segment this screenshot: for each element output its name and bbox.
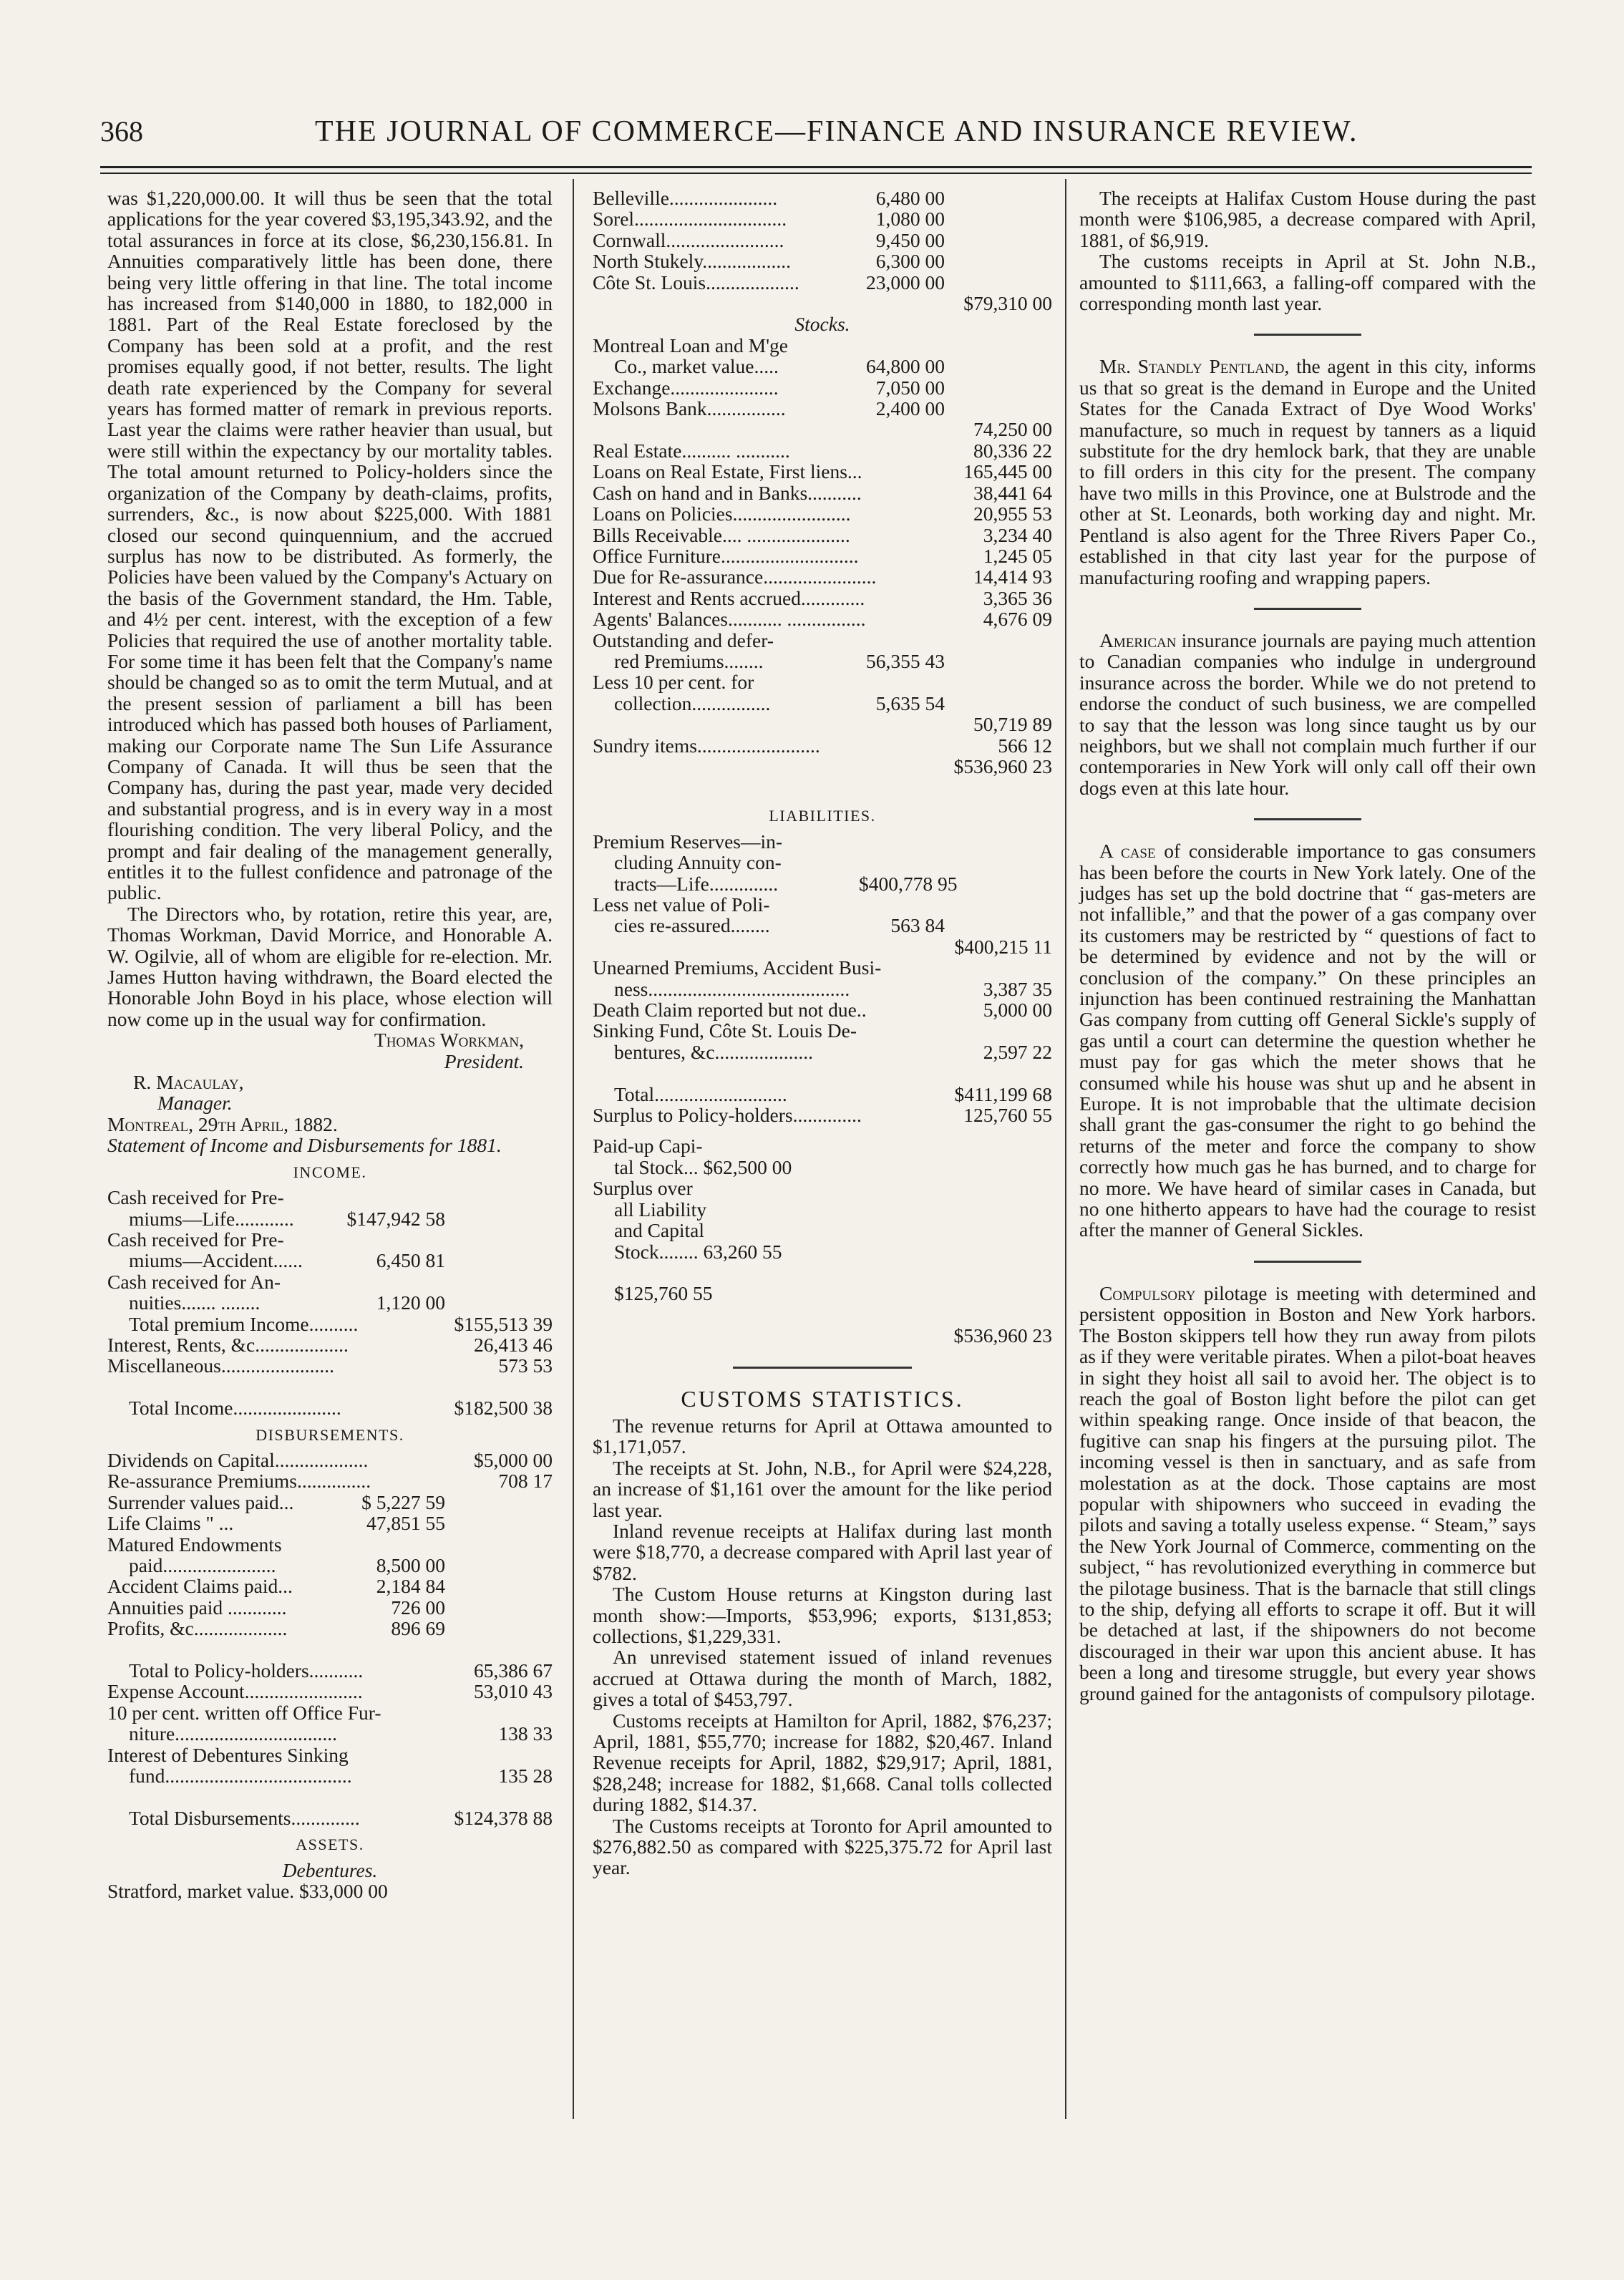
ledger-label: nuities....... ........ <box>129 1291 261 1314</box>
ledger-amount: $411,199 68 <box>954 1082 1052 1105</box>
page-header <box>100 115 1532 165</box>
paragraph-text: the agent in this city, informs us that so great is the demand in Europe and the United States for the Canada Extract of Dye Wood Works' manufacture, so much in request by tanners as a liquid substitute for the dry hemlock bark, that they are unable to fill orders in this city for the present. The company have two mills in this Province, one at Bulstrode and the other at St. Leonards, both working day and night. Mr. Pentland is also agent for the Three Rivers Paper Co., established in that city last year for the purpose of manufacturing roofing and wrapping papers. <box>1079 355 1536 588</box>
ledger-row <box>107 1377 553 1397</box>
ledger-label: Miscellaneous....................... <box>107 1354 334 1377</box>
customs-paragraph: The Custom House returns at Kingston during last month show:—Imports, $53,996; exports, $131,853; collections, $1,229,331. <box>593 1583 1052 1647</box>
ledger-label: Agents' Balances........... ................ <box>593 608 866 631</box>
ledger-label: Re-assurance Premiums............... <box>107 1470 371 1493</box>
ledger-label <box>593 1062 859 1083</box>
pilotage-paragraph <box>1079 1283 1536 1704</box>
ledger-amount: 50,719 89 <box>973 713 1052 736</box>
ledger-label: niture................................. <box>129 1722 338 1745</box>
ledger-label: Cornwall........................ <box>593 228 784 251</box>
ledger-label <box>593 293 859 314</box>
ledger-label: Cash received for Pre- <box>107 1228 284 1251</box>
ledger-label: fund...................................... <box>129 1765 352 1787</box>
ledger-label <box>593 1325 859 1346</box>
ledger-label: miums—Life............ <box>129 1207 294 1230</box>
ledger-amount: 7,050 00 <box>875 376 945 399</box>
customs-paragraph: The receipts at St. John, N.B., for April were $24,228, an increase of $1,161 over the amount for the like period last year. <box>593 1456 1052 1521</box>
ledger-amount: $182,500 38 <box>454 1397 553 1420</box>
ledger-label: Unearned Premiums, Accident Busi- <box>593 956 882 979</box>
ledger-amount: 708 17 <box>498 1470 553 1493</box>
ledger-row <box>107 1681 553 1702</box>
ledger-label <box>593 936 859 957</box>
ledger-row <box>593 1199 1052 1220</box>
income-heading: INCOME. <box>293 1163 367 1181</box>
ledger-label: Surplus over <box>593 1177 693 1200</box>
ledger-row <box>593 251 1052 271</box>
lead-words: American <box>1099 629 1177 651</box>
ledger-amount: $147,942 58 <box>346 1207 445 1230</box>
ledger-row <box>107 1702 553 1723</box>
ledger-amount: $400,778 95 <box>859 872 958 895</box>
debentures-heading: Debentures. <box>282 1858 378 1881</box>
ledger-row <box>107 1745 553 1765</box>
ledger-amount: 74,250 00 <box>973 418 1052 441</box>
ledger-label: collection................ <box>614 692 771 714</box>
ledger-amount: 5,635 54 <box>875 692 945 714</box>
ledger-row <box>107 1639 553 1660</box>
ledger-amount: 23,000 00 <box>866 271 945 294</box>
ledger-amount: 1,080 00 <box>875 208 945 231</box>
ledger-row <box>593 525 1052 545</box>
ledger-row <box>107 1229 553 1250</box>
stocks-heading: Stocks. <box>794 313 850 336</box>
ledger-amount: 9,450 00 <box>875 228 945 251</box>
ledger-label: Outstanding and defer- <box>593 629 774 651</box>
ledger-amount: 6,480 00 <box>875 187 945 209</box>
ledger-row <box>107 1555 553 1576</box>
ledger-label: cies re-assured........ <box>614 914 770 937</box>
signature-name: Thomas Workman, <box>374 1029 524 1052</box>
ledger-label: Cash received for An- <box>107 1270 281 1293</box>
ledger-amount: 138 33 <box>498 1722 553 1745</box>
ledger-label <box>593 419 859 440</box>
ledger-label: Life Claims " ... <box>107 1512 234 1535</box>
ledger-label: Death Claim reported but not due.. <box>593 999 867 1022</box>
ledger-row <box>593 1304 1052 1325</box>
ledger-amount: 125,760 55 <box>963 1104 1052 1127</box>
ledger-row <box>107 1492 553 1513</box>
disbursements-table <box>107 1450 553 1828</box>
ledger-amount: $79,310 00 <box>963 292 1052 315</box>
ledger-amount: 2,400 00 <box>875 397 945 420</box>
ledger-amount: 3,387 35 <box>983 977 1052 1000</box>
ledger-row <box>593 482 1052 503</box>
ledger-label: Total premium Income.......... <box>129 1312 359 1335</box>
ledger-row <box>593 1105 1052 1125</box>
ledger-label: Total Disbursements.............. <box>129 1806 360 1829</box>
ledger-row <box>593 356 1052 377</box>
ledger-row <box>593 566 1052 587</box>
ledger-amount: 6,450 81 <box>376 1249 445 1272</box>
ledger-row <box>593 293 1052 314</box>
ledger-row <box>107 1765 553 1786</box>
ledger-label: Profits, &c................... <box>107 1617 288 1640</box>
stocks-table <box>593 335 1052 777</box>
ledger-label: Total to Policy-holders........... <box>129 1659 364 1682</box>
ledger-amount: 165,445 00 <box>963 460 1052 483</box>
ledger-row <box>593 693 1052 714</box>
ledger-row <box>593 608 1052 629</box>
ledger-label: Montreal Loan and M'ge <box>593 334 788 356</box>
ledger-label: Sorel............................... <box>593 208 787 231</box>
ledger-row <box>593 1283 1052 1304</box>
report-paragraph: was $1,220,000.00. It will thus be seen that the total applications for the year covered $3,195,343.92, and the total assurances in force at its close, $6,230,156.81. In Annuities comparatively little has been done, there being very little offering in that line. The total income has increased from $140,000 in 1880, to 182,000 in 1881. Part of the Real Estate foreclosed by the Company has been sold at a profit, and the rest promises equally good, if not better, results. The light death rate experienced by the Company for several years has formed matter of remark in previous reports. Last year the claims were rather heavier than usual, but were still within the expectancy by our mortality tables. The total amount returned to Policy-holders since the organization of the Company by death-claims, profits, surrenders, &c., is now about $225,000. With 1881 closed our second quinquennium, and the accrued surplus has now to be distributed. As formerly, the Policies have been valued by the Company's Actuary on the basis of the Government standard, the Hm. Table, and 4½ per cent. interest, with the exception of a few Policies that required the use of another mortality table. For some time it has been felt that the Company's name should be changed so as to omit the term Mutual, and at the present session of parliament a bill has been introduced which has passed both houses of Parliament, making our Corporate name The Sun Life Assurance Company of Canada. It will thus be seen that the Company has, during the past year, made very decided and substantial progress, and is in every way in a most flourishing condition. The very liberal Policy, and the prompt and fair dealing of the management generally, entitles it to the fullest confidence and patronage of the public. <box>107 187 553 904</box>
ledger-label: $125,760 55 <box>614 1282 713 1305</box>
ledger-label: Surplus to Policy-holders.............. <box>593 1104 862 1127</box>
ledger-amount: $536,960 23 <box>953 755 1052 777</box>
ledger-row <box>593 894 1052 915</box>
ledger-label: Interest of Debentures Sinking <box>107 1743 349 1766</box>
column-middle <box>593 188 1052 1878</box>
ledger-amount: 80,336 22 <box>973 439 1052 462</box>
ledger-row <box>593 671 1052 692</box>
ledger-row <box>593 957 1052 978</box>
ledger-label: all Liability <box>614 1198 707 1221</box>
ledger-row <box>593 936 1052 957</box>
ledger-label: red Premiums........ <box>614 649 764 672</box>
ledger-label: Paid-up Capi- <box>593 1135 703 1158</box>
ledger-amount: 2,184 84 <box>376 1575 445 1598</box>
ledger-amount: 563 84 <box>890 914 945 937</box>
ledger-label: Co., market value..... <box>614 355 779 378</box>
ledger-row <box>593 831 1052 852</box>
ledger-row <box>107 1660 553 1681</box>
ledger-label: Loans on Real Estate, First liens... <box>593 460 862 483</box>
ledger-amount: 726 00 <box>391 1596 445 1619</box>
ledger-row <box>593 1135 1052 1156</box>
ledger-amount: 3,234 40 <box>983 523 1052 546</box>
ledger-label: Due for Re-assurance....................... <box>593 566 877 588</box>
statement-title: Statement of Income and Disbursements for 1881. <box>107 1134 502 1157</box>
ledger-label: Sinking Fund, Côte St. Louis De- <box>593 1019 857 1042</box>
journal-title: THE JOURNAL OF COMMERCE—FINANCE AND INSURANCE REVIEW. <box>315 115 1358 148</box>
lead-words: Mr. Standly Pentland, <box>1099 355 1290 378</box>
ledger-amount: 135 28 <box>498 1765 553 1787</box>
header-rule-thin <box>100 173 1532 174</box>
ledger-label: tracts—Life.............. <box>614 872 779 895</box>
ledger-amount: 53,010 43 <box>474 1680 553 1703</box>
header-rule <box>100 166 1532 168</box>
ledger-label: 10 per cent. written off Office Fur- <box>107 1701 381 1724</box>
ledger-label: Interest and Rents accrued............. <box>593 586 865 609</box>
american-paragraph <box>1079 630 1536 798</box>
ledger-amount: 2,597 22 <box>983 1040 1052 1063</box>
ledger-row <box>593 630 1052 651</box>
ledger-label: Accident Claims paid... <box>107 1575 293 1598</box>
ledger-row <box>107 1187 553 1208</box>
ledger-label: Matured Endowments <box>107 1533 282 1556</box>
ledger-row <box>593 419 1052 440</box>
lead-words: Compulsory <box>1099 1281 1196 1304</box>
paragraph-text: pilotage is meeting with determined and persistent opposition in Boston and New York harbors. The Boston skippers tell how they run away from pilots as if they were veritable pirates. When a pilot-boat heaves in sight they hoist all sail to avoid her. The object is to reach the goal of Boston light before the pilot can get within speaking range. Once inside of that beacon, the fugitive can snap his fingers at the pursuing pilot. The incoming vessel is then in sanctuary, and as safe from molestation as at the dock. Those captains are most popular with shipowners who succeed in evading the pilots and saving a totally useless expense. “ Steam,” says the New York Journal of Commerce, commenting on the subject, “ has revolutionized everything in commerce but the pilotage business. That is the barnacle that still clings to the ship, defying all efforts to scrape it off. But it will be detached at last, if the shipowners do not become discouraged in their war upon this ancient abuse. It has been a long and tiresome struggle, but every year shows ground gained for the antagonists of compulsory pilotage. <box>1079 1281 1536 1704</box>
ledger-label: Office Furniture............................ <box>593 544 859 567</box>
page-number: 368 <box>100 115 143 147</box>
ledger-label <box>107 1377 345 1397</box>
ledger-row <box>593 735 1052 756</box>
liabilities-heading: LIABILITIES. <box>769 807 876 825</box>
ledger-amount: 4,676 09 <box>983 608 1052 631</box>
ledger-row <box>593 588 1052 608</box>
ledger-label: Interest, Rents, &c................... <box>107 1333 349 1356</box>
ledger-row <box>593 1262 1052 1283</box>
ledger-label: Bills Receivable.... ..................... <box>593 523 850 546</box>
ledger-amount: 64,800 00 <box>866 355 945 378</box>
ledger-label: cluding Annuity con- <box>614 851 782 874</box>
gas-paragraph <box>1079 840 1536 1241</box>
ledger-amount: 47,851 55 <box>366 1512 445 1535</box>
ledger-label: North Stukely.................. <box>593 250 792 273</box>
ledger-label: Annuities paid ............ <box>107 1596 287 1619</box>
ledger-row <box>593 756 1052 777</box>
ledger-row <box>107 1534 553 1555</box>
ledger-label: ness......................................... <box>614 977 850 1000</box>
column-right <box>1079 188 1536 1704</box>
halifax-paragraph: The receipts at Halifax Custom House during the past month were $106,985, a decrease compared with April, 1881, of $6,919. <box>1079 187 1536 251</box>
dateline: Montreal, 29th April, 1882. <box>107 1112 338 1135</box>
ledger-row <box>107 1513 553 1533</box>
ledger-amount: 38,441 64 <box>973 481 1052 504</box>
signature-title: President. <box>444 1049 524 1072</box>
ledger-row <box>107 1576 553 1596</box>
ledger-row <box>593 440 1052 461</box>
ledger-amount: 65,386 67 <box>474 1659 553 1682</box>
ledger-label: Total Income...................... <box>129 1397 341 1420</box>
ledger-row <box>593 651 1052 671</box>
ledger-label <box>107 1639 345 1660</box>
ledger-amount: 1,120 00 <box>376 1291 445 1314</box>
ledger-amount: 14,414 93 <box>973 566 1052 588</box>
pentland-paragraph <box>1079 356 1536 587</box>
ledger-amount: $536,960 23 <box>953 1324 1052 1347</box>
customs-paragraph: An unrevised statement issued of inland revenues accrued at Ottawa during the month of March, 1882, gives a total of $453,797. <box>593 1646 1052 1711</box>
income-table <box>107 1187 553 1418</box>
ledger-row <box>107 1292 553 1313</box>
ledger-label: Molsons Bank................ <box>593 397 786 420</box>
paragraph-text: insurance journals are paying much attention to Canadian companies who indulge in underground insurance across the border. While we do not pretend to endorse the conduct of such business, we are compelled to say that the lesson was long since taught us by our neighbors, but we shall not complain much further if our contemporaries in New York will only call off their own dogs even at this late hour. <box>1079 629 1536 799</box>
customs-paragraphs <box>593 1415 1052 1878</box>
ledger-row <box>593 377 1052 398</box>
ledger-label: bentures, &c.................... <box>614 1040 814 1063</box>
assets-heading: ASSETS. <box>296 1835 364 1854</box>
section-divider <box>733 1367 912 1369</box>
column-divider <box>1065 179 1066 2119</box>
ledger-row <box>593 188 1052 208</box>
ledger-label: and Capital <box>614 1219 705 1242</box>
ledger-row <box>593 545 1052 566</box>
ledger-label: paid....................... <box>129 1554 276 1576</box>
section-divider <box>1254 818 1361 820</box>
capital-table <box>593 1135 1052 1346</box>
ledger-row <box>593 1157 1052 1178</box>
ledger-row <box>107 1618 553 1639</box>
ledger-amount: $ 5,227 59 <box>361 1490 445 1513</box>
ledger-amount: $124,378 88 <box>454 1806 553 1829</box>
ledger-amount: $155,513 39 <box>454 1312 553 1335</box>
ledger-amount: 26,413 46 <box>474 1333 553 1356</box>
ledger-row <box>107 1208 553 1229</box>
ledger-label: Less net value of Poli- <box>593 893 770 916</box>
ledger-label <box>593 756 859 777</box>
ledger-amount: 3,365 36 <box>983 586 1052 609</box>
ledger-row <box>107 1334 553 1355</box>
paragraph-text: of considerable importance to gas consumers has been before the courts in New York lately. One of the judges has set up the bold doctrine that “ gas-meters are not infallible,” and that the power of a gas company over its customers may be restricted by “ questions of fact to be determined by evidence and not by the will or conclusion of the company.” On these principles an injunction has been continued restraining the Manhattan Gas company from cutting off General Sickle's supply of gas until a court can determine the question whether he must pay for gas which the meter shows that he consumed while his house was shut up and he absent in Europe. It is not improbable that the ultimate decision shall grant the gas-consumer the right to go behind the returns of the meter and force the company to show correctly how much gas he has burned, and to charge for no more. We have heard of similar cases in Canada, but no one hitherto appears to have had the courage to resist after the manner of General Sickles. <box>1079 840 1536 1241</box>
ledger-row <box>107 1355 553 1376</box>
ledger-label <box>593 714 859 734</box>
directors-paragraph: The Directors who, by rotation, retire this year, are, Thomas Workman, David Morrice, and Honorable A. W. Ogilvie, all of whom are eligible for re-election. Mr. James Hutton having withdrawn, the Board elected the Honorable John Boyd in his place, whose election will now come up in the usual way for confirmation. <box>107 902 553 1030</box>
ledger-row <box>593 714 1052 734</box>
ledger-row <box>593 979 1052 999</box>
ledger-row <box>593 1020 1052 1041</box>
ledger-label <box>593 1262 859 1283</box>
ledger-label: Dividends on Capital................... <box>107 1448 369 1471</box>
customs-paragraph: Customs receipts at Hamilton for April, 1882, $76,237; April, 1881, $55,770; increase for 1882, $20,467. Inland Revenue receipts for April, 1882, $29,917; April, 1881, $28,248; increase for 1882, $1,668. Canal tolls collected during 1882, $14.37. <box>593 1709 1052 1816</box>
ledger-row <box>593 1042 1052 1062</box>
ledger-row <box>593 999 1052 1020</box>
ledger-row <box>593 335 1052 356</box>
ledger-label: Real Estate.......... ........... <box>593 439 790 462</box>
ledger-row <box>593 852 1052 873</box>
ledger-row <box>593 398 1052 419</box>
ledger-label: Belleville...................... <box>593 187 778 209</box>
ledger-label: Expense Account........................ <box>107 1680 363 1703</box>
manager-title: Manager. <box>157 1092 233 1115</box>
ledger-label: Premium Reserves—in- <box>593 830 783 853</box>
ledger-row <box>107 1597 553 1618</box>
ledger-row <box>593 1062 1052 1083</box>
ledger-label: Surrender values paid... <box>107 1490 294 1513</box>
column-divider <box>573 179 574 2119</box>
ledger-row <box>593 873 1052 894</box>
ledger-label: Sundry items......................... <box>593 734 820 757</box>
column-left <box>107 188 553 1902</box>
stjohn-paragraph: The customs receipts in April at St. John N.B., amounted to $111,663, a falling-off compared with the corresponding month last year. <box>1079 250 1536 315</box>
ledger-amount: 896 69 <box>391 1617 445 1640</box>
section-divider <box>1254 608 1361 610</box>
disbursements-heading: DISBURSEMENTS. <box>256 1425 404 1444</box>
ledger-amount: 8,500 00 <box>376 1554 445 1576</box>
ledger-row <box>593 1241 1052 1262</box>
manager-name: R. Macaulay, <box>133 1071 244 1094</box>
ledger-label <box>593 1304 859 1325</box>
ledger-amount: $400,215 11 <box>954 935 1052 958</box>
ledger-row <box>107 1450 553 1470</box>
ledger-row <box>107 1250 553 1271</box>
ledger-row <box>593 915 1052 936</box>
ledger-row <box>107 1808 553 1828</box>
customs-paragraph: Inland revenue receipts at Halifax during last month were $18,770, a decrease compared with April last year of $782. <box>593 1519 1052 1584</box>
ledger-label: Cash received for Pre- <box>107 1186 284 1209</box>
ledger-row <box>593 1325 1052 1346</box>
ledger-row <box>593 1084 1052 1105</box>
liabilities-table <box>593 831 1052 1126</box>
section-divider <box>1254 334 1361 336</box>
ledger-amount: 5,000 00 <box>983 999 1052 1022</box>
ledger-label: Cash on hand and in Banks........... <box>593 481 862 504</box>
ledger-label: miums—Accident...... <box>129 1249 303 1272</box>
section-divider <box>1254 1261 1361 1263</box>
ledger-row <box>107 1723 553 1744</box>
ledger-row <box>593 272 1052 293</box>
customs-title: CUSTOMS STATISTICS. <box>681 1385 964 1412</box>
ledger-row <box>593 208 1052 229</box>
customs-paragraph: The Customs receipts at Toronto for April amounted to $276,882.50 as compared with $225,375.72 for April last year. <box>593 1814 1052 1879</box>
ledger-row <box>593 1220 1052 1241</box>
debentures-table <box>593 188 1052 314</box>
ledger-label: Less 10 per cent. for <box>593 671 754 694</box>
ledger-label: Exchange...................... <box>593 376 779 399</box>
ledger-amount: 6,300 00 <box>875 250 945 273</box>
stratford-row: Stratford, market value. $33,000 00 <box>107 1880 388 1903</box>
ledger-row <box>107 1470 553 1491</box>
ledger-amount: $5,000 00 <box>474 1448 553 1471</box>
ledger-row <box>107 1786 553 1807</box>
ledger-row <box>107 1314 553 1334</box>
ledger-amount: 566 12 <box>998 734 1052 757</box>
ledger-amount: 56,355 43 <box>866 649 945 672</box>
ledger-row <box>107 1271 553 1292</box>
ledger-label: Total........................... <box>614 1082 787 1105</box>
ledger-label <box>107 1786 345 1807</box>
lead-words: A case <box>1099 840 1156 863</box>
customs-paragraph: The revenue returns for April at Ottawa amounted to $1,171,057. <box>593 1414 1052 1458</box>
ledger-amount: 573 53 <box>498 1354 553 1377</box>
ledger-row <box>107 1397 553 1418</box>
ledger-row <box>593 230 1052 251</box>
ledger-row <box>593 461 1052 482</box>
ledger-label: tal Stock... $62,500 00 <box>614 1155 792 1178</box>
ledger-label: Côte St. Louis................... <box>593 271 799 294</box>
ledger-amount: 20,955 53 <box>973 503 1052 525</box>
ledger-row <box>593 503 1052 524</box>
ledger-amount: 1,245 05 <box>983 544 1052 567</box>
ledger-label: Loans on Policies........................ <box>593 503 851 525</box>
ledger-label: Stock........ 63,260 55 <box>614 1240 782 1263</box>
ledger-row <box>593 1178 1052 1198</box>
